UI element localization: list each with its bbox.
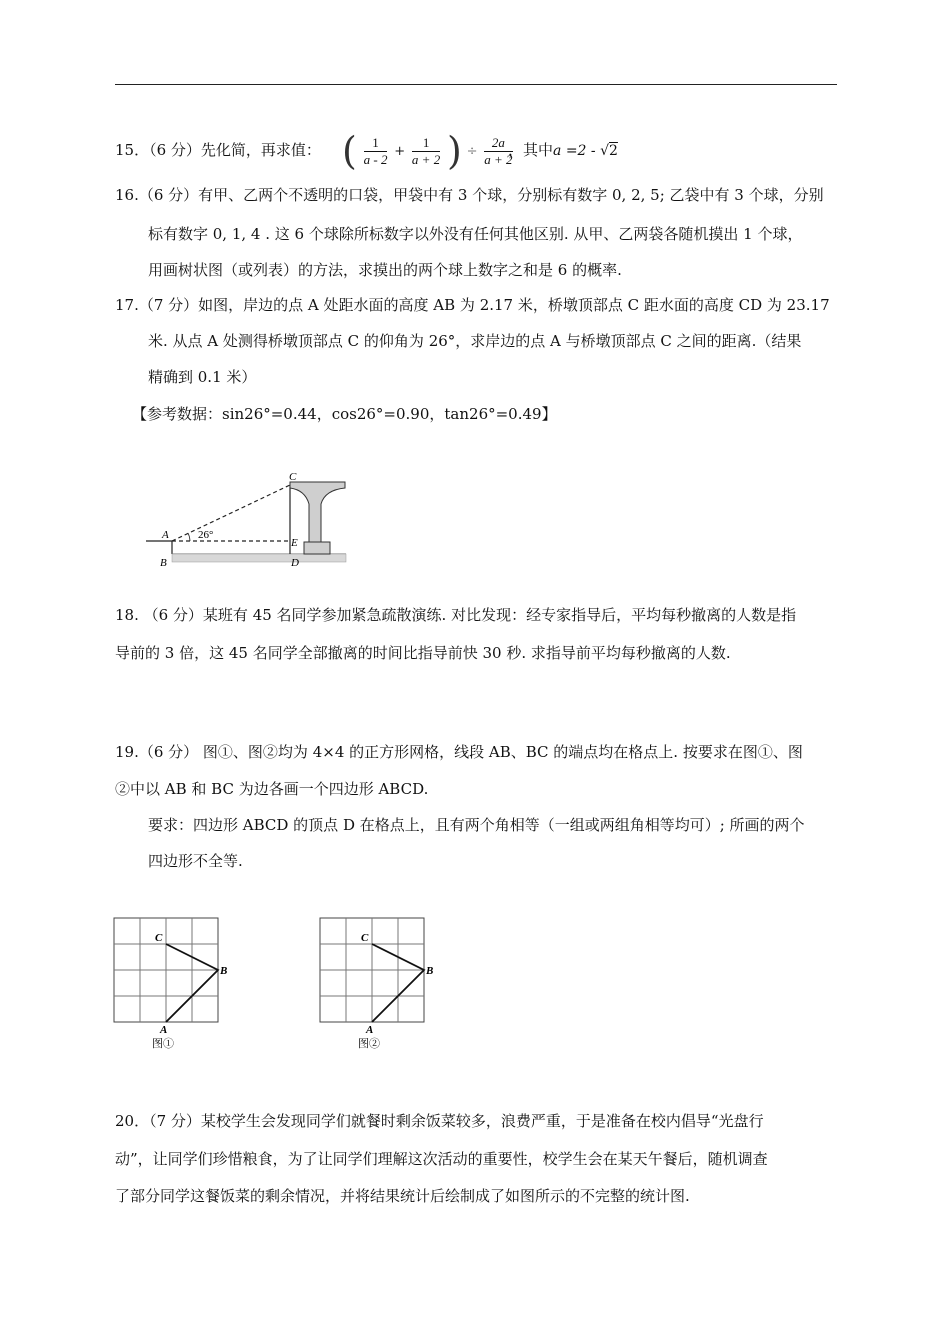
- q15-fraction-1: $\frac{1}{a - 2}$: [363, 134, 388, 167]
- grid-figure-2: [312, 910, 442, 1055]
- q17-line-1: 17.（7 分）如图，岸边的点 A 处距水面的高度 AB 为 2.17 米，桥墩顶部点 C 距水面的高度 CD 为 23.17: [115, 296, 830, 314]
- grid2-point-b: B: [426, 965, 434, 977]
- q15-condition: ，其中a =2 - √2: [508, 141, 618, 159]
- q19-line-1: 19.（6 分） 图①、图②均为 4×4 的正方形网格，线段 AB、BC 的端点均在格点上. 按要求在图①、图: [115, 743, 803, 761]
- point-e-label: E: [291, 537, 298, 549]
- bridge-pier-figure: [140, 466, 360, 574]
- grid2-point-a: A: [366, 1024, 374, 1036]
- q19-line-4: 四边形不全等.: [148, 852, 243, 870]
- grid1-point-a: A: [160, 1024, 168, 1036]
- q16-line-3: 用画树状图（或列表）的方法，求摸出的两个球上数字之和是 6 的概率.: [148, 261, 622, 279]
- q19-line-2: ②中以 AB 和 BC 为边各画一个四边形 ABCD.: [115, 780, 429, 798]
- angle-label: 26°: [198, 529, 214, 541]
- header-rule: [115, 84, 837, 85]
- point-b-label: B: [160, 557, 167, 569]
- q15-expression: ( $\frac{1}{a - 2}$ + $\frac{1}{a + 2}$ ) ÷ $\frac{2a}{a + 2}$: [342, 129, 513, 173]
- grid1-caption: 图①: [152, 1038, 174, 1050]
- q20-line-1: 20．（7 分）某校学生会发现同学们就餐时剩余饭菜较多，浪费严重，于是准备在校内倡导“光盘行: [115, 1112, 764, 1130]
- point-a-label: A: [162, 529, 169, 541]
- point-d-label: D: [291, 557, 299, 569]
- q20-line-2: 动”，让同学们珍惜粮食，为了让同学们理解这次活动的重要性，校学生会在某天午餐后，随机调查: [115, 1150, 768, 1168]
- q17-reference-data: 【参考数据：sin26°=0.44，cos26°=0.90，tan26°=0.49】: [132, 405, 557, 423]
- q15-prefix: 15．（6 分）先化简，再求值：: [115, 141, 321, 159]
- grid2-point-c: C: [361, 932, 369, 944]
- q19-line-3: 要求：四边形 ABCD 的顶点 D 在格点上，且有两个角相等（一组或两组角相等均可）; 所画的两个: [148, 816, 805, 834]
- q20-line-3: 了部分同学这餐饭菜的剩余情况，并将结果统计后绘制成了如图所示的不完整的统计图.: [115, 1187, 690, 1205]
- q15-fraction-3: $\frac{2a}{a + 2}$: [484, 134, 513, 167]
- q16-line-1: 16.（6 分）有甲、乙两个不透明的口袋，甲袋中有 3 个球，分别标有数字 0, 2, 5; 乙袋中有 3 个球，分别: [115, 186, 824, 204]
- q18-line-2: 导前的 3 倍，这 45 名同学全部撤离的时间比指导前快 30 秒. 求指导前平均每秒撤离的人数.: [115, 644, 731, 662]
- grid-figure-1: [106, 910, 236, 1055]
- q17-line-3: 精确到 0.1 米）: [148, 368, 257, 386]
- question-15: [115, 140, 321, 160]
- q15-fraction-2: $\frac{1}{a + 2}$: [411, 134, 441, 167]
- q17-line-2: 米. 从点 A 处测得桥墩顶部点 C 的仰角为 26°，求岸边的点 A 与桥墩顶部点 C 之间的距离.（结果: [148, 332, 802, 350]
- grid2-caption: 图②: [358, 1038, 380, 1050]
- q18-line-1: 18. （6 分）某班有 45 名同学参加紧急疏散演练. 对比发现：经专家指导后，平均每秒撤离的人数是指: [115, 606, 797, 624]
- grid1-point-b: B: [220, 965, 228, 977]
- grid1-point-c: C: [155, 932, 163, 944]
- q16-line-2: 标有数字 0, 1, 4 . 这 6 个球除所标数字以外没有任何其他区别. 从甲、乙两袋各随机摸出 1 个球，: [148, 225, 803, 243]
- point-c-label: C: [289, 471, 297, 483]
